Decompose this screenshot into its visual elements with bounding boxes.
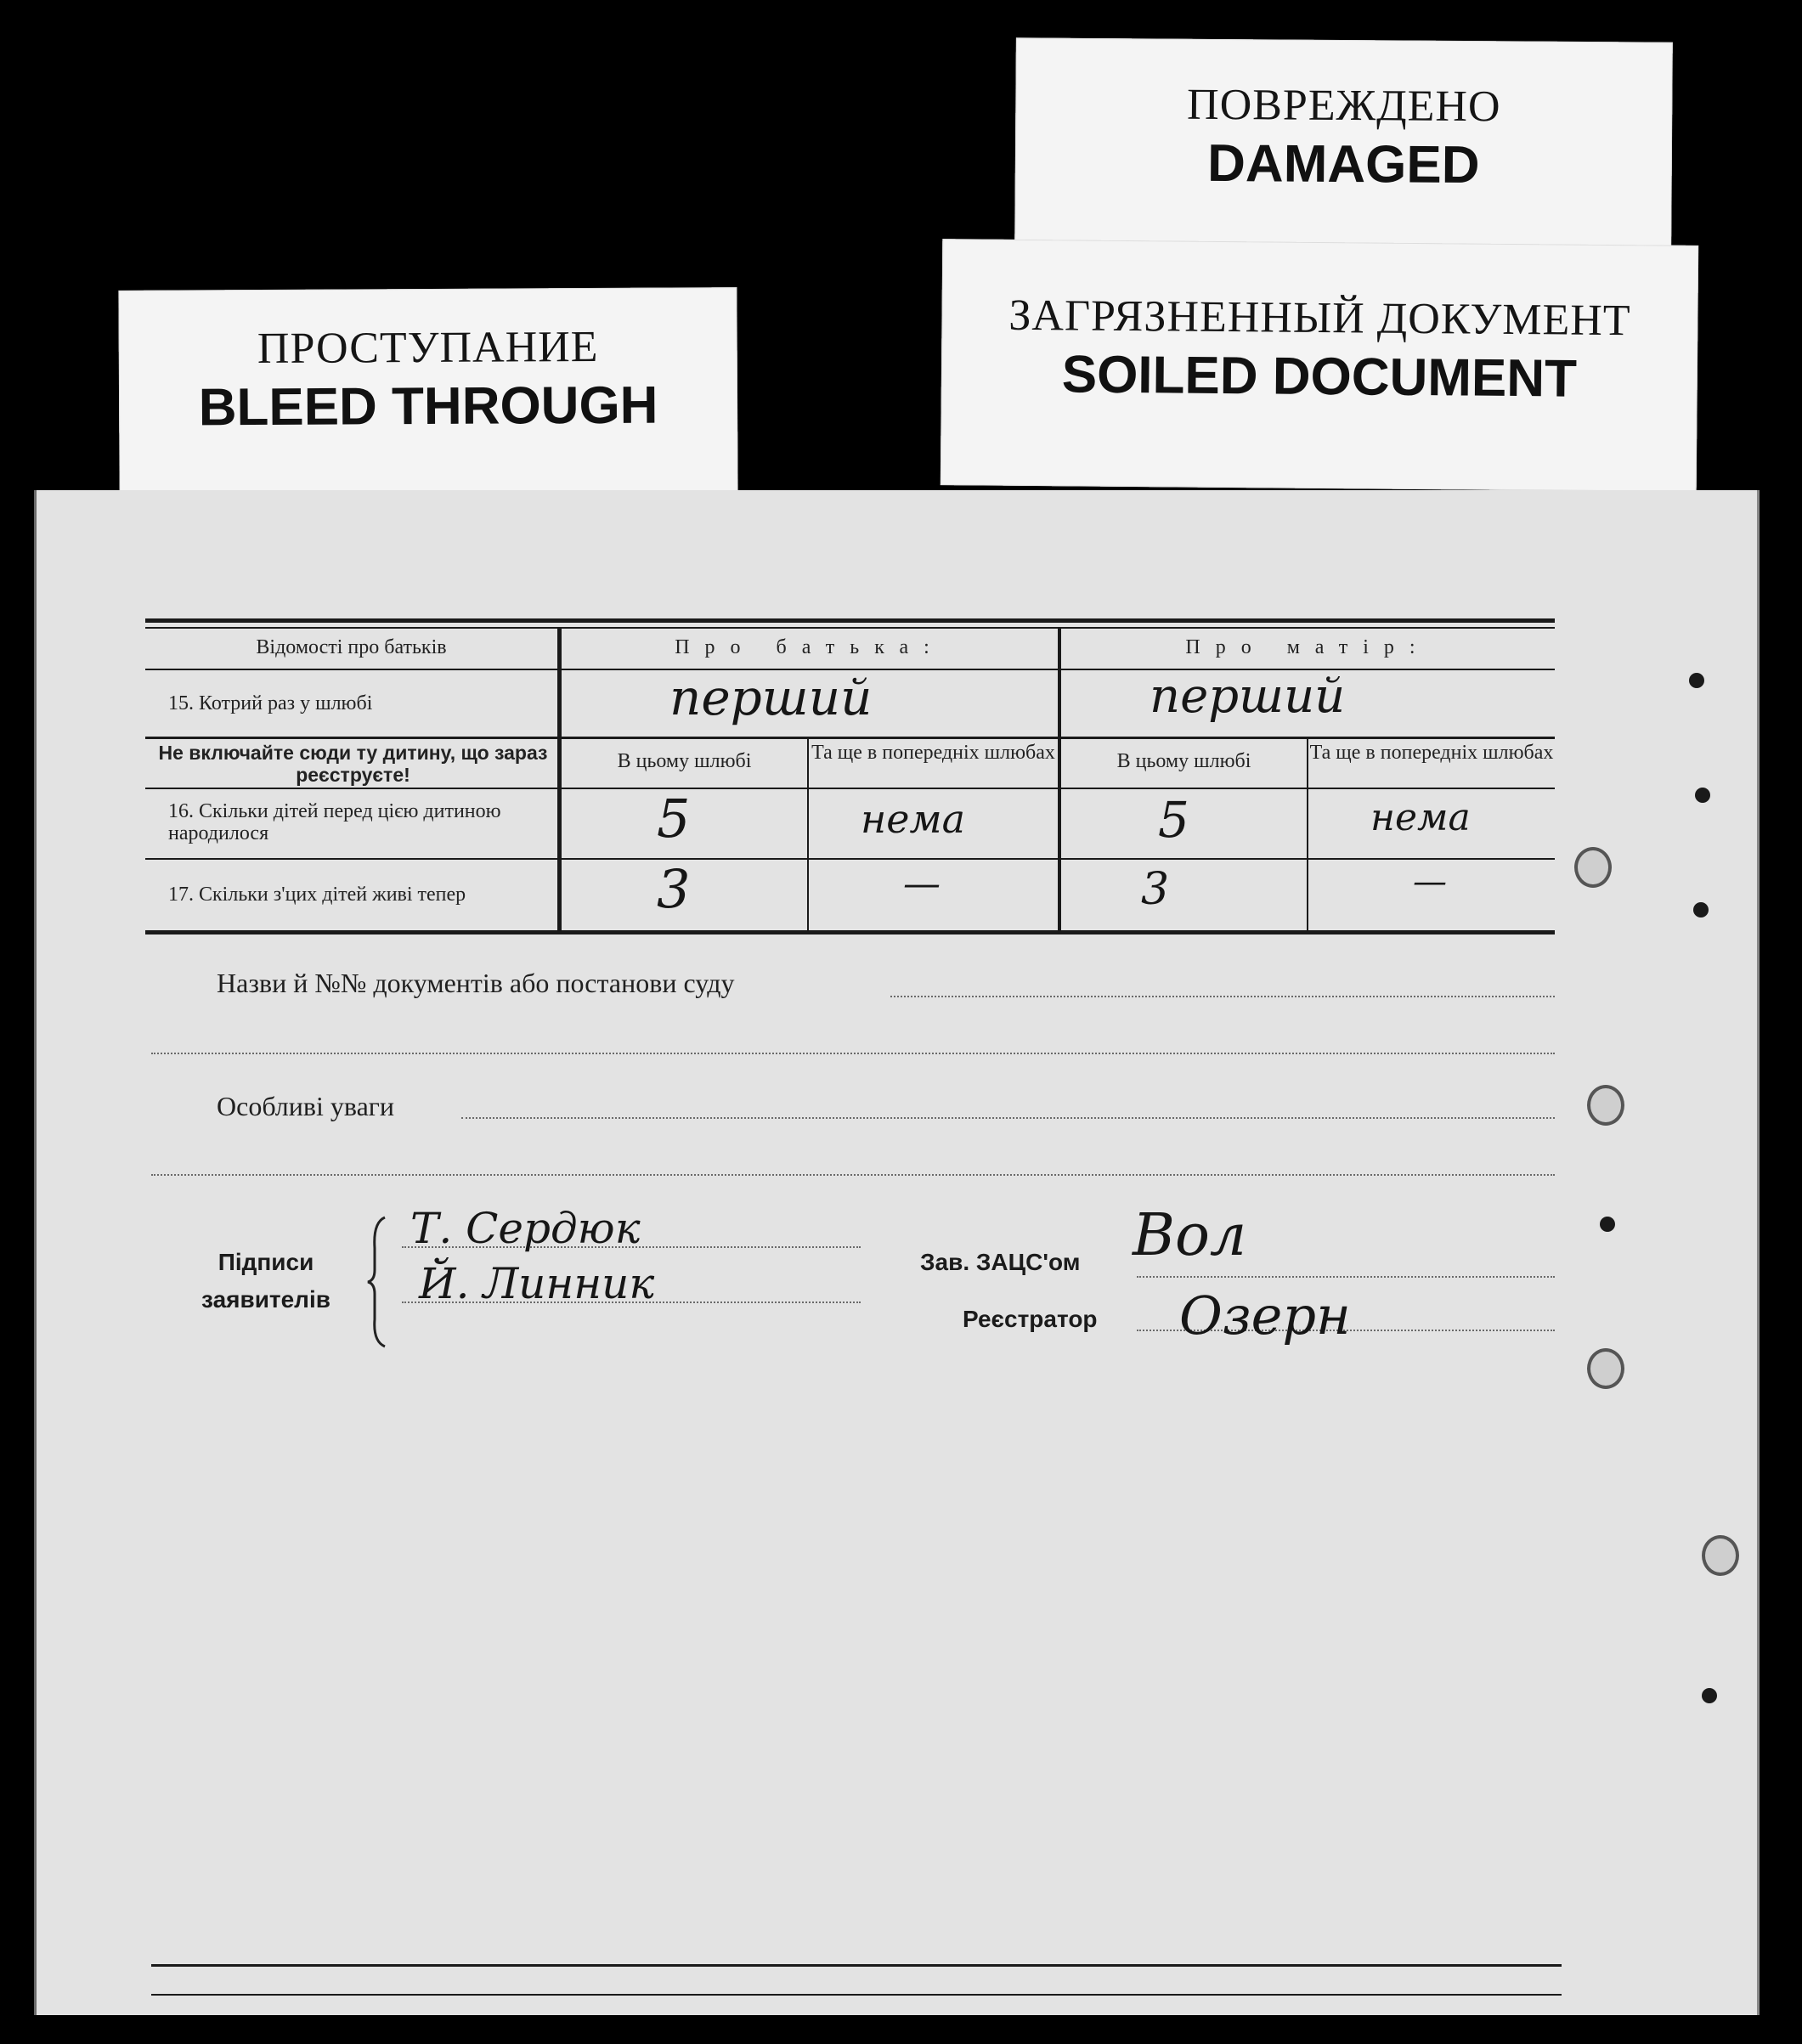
bottom-rule-thin	[151, 1994, 1562, 1996]
remarks-label: Особливі уваги	[217, 1091, 395, 1121]
row16-label: 16. Скільки дітей перед цією дитиною народилося	[168, 800, 501, 844]
row15-label: 15. Котрий раз у шлюбі	[168, 692, 373, 714]
row17-father-this: 3	[657, 858, 691, 920]
row17-label: 17. Скільки з'цих дітей живі тепер	[168, 884, 466, 906]
soiled-label-ru: ЗАГРЯЗНЕННЫЙ ДОКУМЕНТ	[1008, 291, 1631, 346]
damaged-label-ru: ПОВРЕЖДЕНО	[1186, 80, 1501, 132]
subheader-father-this-marriage: В цьому шлюбі	[617, 750, 752, 772]
document-sheet	[34, 490, 1760, 2015]
table-column-rule	[557, 627, 562, 933]
table-rule	[145, 737, 1555, 739]
header-father: Про батька:	[675, 636, 945, 658]
punch-hole-dot	[1600, 1217, 1615, 1232]
row16-father-previous: нема	[861, 796, 966, 842]
documents-label: Назви й №№ документів або постанови суду	[217, 968, 735, 998]
table-rule	[145, 858, 1555, 860]
applicant1-signature: Т. Сердюк	[410, 1204, 641, 1253]
table-top-rule	[145, 618, 1555, 623]
zags-head-line	[1137, 1276, 1555, 1278]
applicant2-signature: Й. Линник	[419, 1259, 655, 1308]
row17-mother-previous: —	[1413, 862, 1447, 901]
exclude-child-note: Не включайте сюди ту дитину, що зараз реєструєте!	[158, 742, 548, 786]
stain-ring	[1574, 847, 1612, 888]
zags-head-label: Зав. ЗАЦС'ом	[920, 1249, 1081, 1275]
applicants-brace	[366, 1214, 392, 1350]
punch-hole-dot	[1689, 673, 1704, 688]
bottom-rule	[151, 1964, 1562, 1967]
damaged-label-en: DAMAGED	[1206, 133, 1480, 195]
bleed-label-en: BLEED THROUGH	[198, 375, 658, 438]
punch-hole-dot	[1695, 788, 1710, 803]
row15-father-value: перший	[669, 669, 873, 726]
registrar-label: Реєстратор	[963, 1306, 1098, 1332]
row17-father-previous: —	[903, 862, 941, 906]
header-parents-info: Відомості про батьків	[256, 636, 447, 658]
bleed-label-ru: ПРОСТУПАНИЕ	[257, 322, 599, 374]
documents-line	[890, 996, 1555, 997]
punch-hole-dot	[1693, 902, 1709, 918]
zags-head-signature: Вол	[1133, 1202, 1247, 1269]
stain-ring	[1702, 1535, 1739, 1576]
row15-mother-value: перший	[1150, 669, 1346, 724]
subheader-father-previous: Та ще в попередніх шлюбах	[811, 742, 1055, 764]
documents-line-2	[151, 1053, 1555, 1054]
row16-father-this: 5	[657, 788, 691, 850]
table-top-rule-thin	[145, 627, 1555, 629]
header-mother: Про матір:	[1185, 636, 1431, 658]
table-bottom-rule	[145, 930, 1555, 934]
soiled-label-card	[941, 239, 1698, 492]
subheader-mother-previous: Та ще в попередніх шлюбах	[1309, 742, 1554, 764]
remarks-line-2	[151, 1174, 1555, 1176]
row17-mother-this: 3	[1141, 864, 1170, 915]
subheader-mother-this-marriage: В цьому шлюбі	[1116, 750, 1251, 772]
row16-mother-this: 5	[1158, 791, 1189, 849]
table-column-rule	[1307, 737, 1308, 932]
row16-mother-previous: нема	[1370, 796, 1471, 839]
registrar-signature: Озерн	[1179, 1285, 1351, 1347]
table-rule	[145, 788, 1555, 789]
table-column-rule	[807, 737, 809, 932]
remarks-line	[461, 1117, 1555, 1119]
table-column-rule	[1058, 627, 1061, 933]
damaged-label-card	[1014, 37, 1673, 252]
applicants-signatures-label: Підписи заявителів	[201, 1249, 330, 1313]
stain-ring	[1587, 1348, 1624, 1389]
soiled-label-en: SOILED DOCUMENT	[1061, 345, 1578, 409]
punch-hole-dot	[1702, 1688, 1717, 1703]
stain-ring	[1587, 1085, 1624, 1126]
bleed-label-card	[118, 287, 737, 494]
